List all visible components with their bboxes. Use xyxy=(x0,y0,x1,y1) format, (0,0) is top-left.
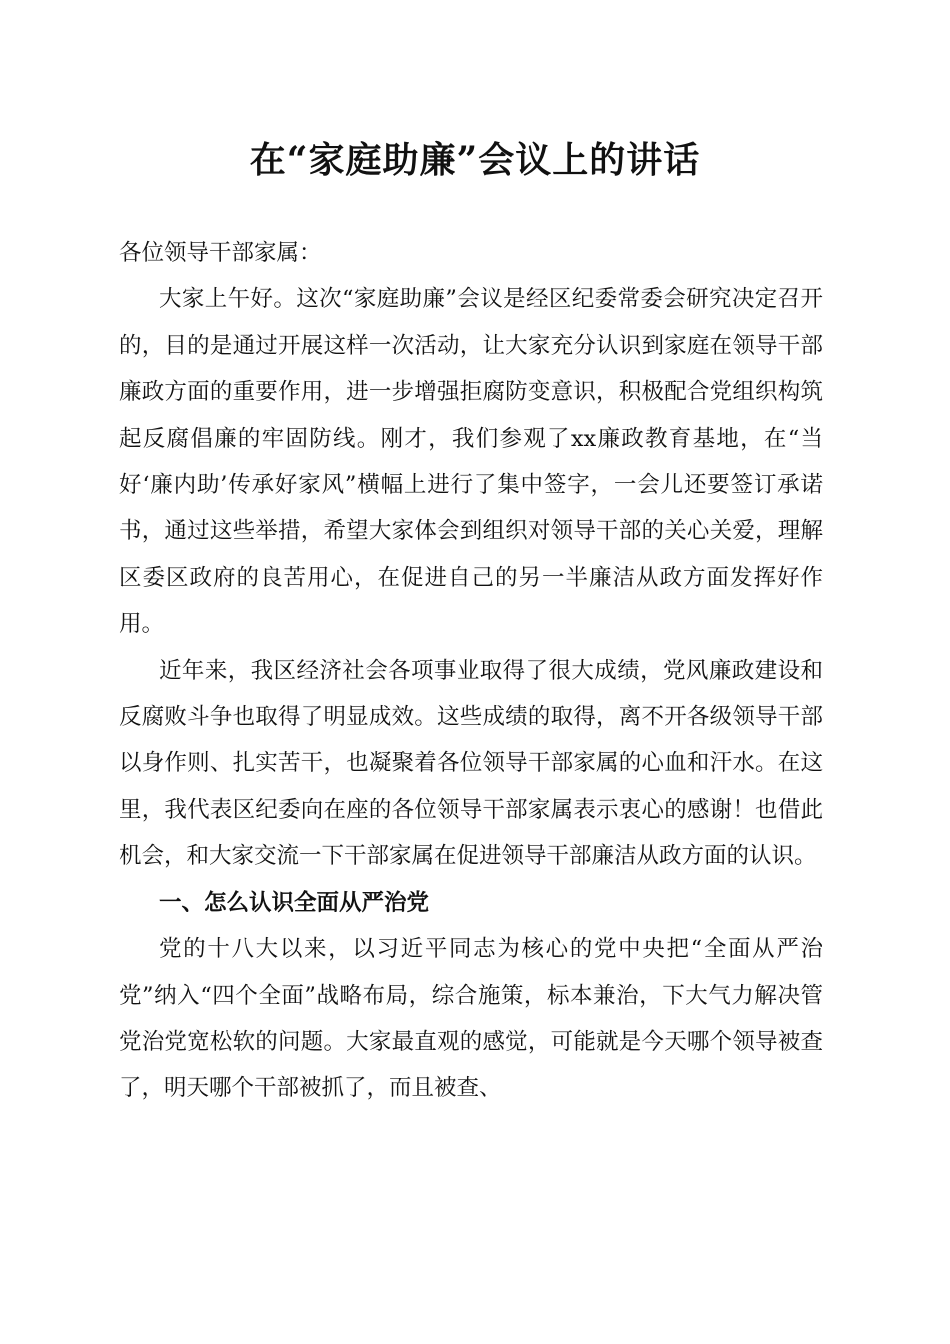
document-body xyxy=(119,230,823,1112)
section-heading: 一、怎么认识全面从严治党 xyxy=(159,889,430,916)
document-title: 在“家庭助廉”会议上的讲话 xyxy=(249,139,701,181)
section-paragraph: 党的十八大以来，以习近平同志为核心的党中央把“全面从严治党”纳入“四个全面”战略布局，综合施策，标本兼治，下大气力解决管党治党宽松软的问题。大家最直观的感觉，可能就是今天哪个领导被查了，明天哪个干部被抓了，而且被查、 xyxy=(119,936,823,1102)
salutation: 各位领导干部家属： xyxy=(119,240,322,266)
paragraph-opening: 大家上午好。这次“家庭助廉”会议是经区纪委常委会研究决定召开的，目的是通过开展这样一次活动，让大家充分认识到家庭在领导干部廉政方面的重要作用，进一步增强拒腐防变意识，积极配合党组织构筑起反腐倡廉的牢固防线。刚才，我们参观了xx廉政教育基地，在“当好‘廉内助’传承好家风”横幅上进行了集中签字，一会儿还要签订承诺书，通过这些举措，希望大家体会到组织对领导干部的关心关爱，理解区委区政府的良苦用心，在促进自己的另一半廉洁从政方面发挥好作用。 xyxy=(119,286,823,638)
paragraph-achievements: 近年来，我区经济社会各项事业取得了很大成绩，党风廉政建设和反腐败斗争也取得了明显成效。这些成绩的取得，离不开各级领导干部以身作则、扎实苦干，也凝聚着各位领导干部家属的心血和汗水。在这里，我代表区纪委向在座的各位领导干部家属表示衷心的感谢！也借此机会，和大家交流一下干部家属在促进领导干部廉洁从政方面的认识。 xyxy=(119,657,823,870)
